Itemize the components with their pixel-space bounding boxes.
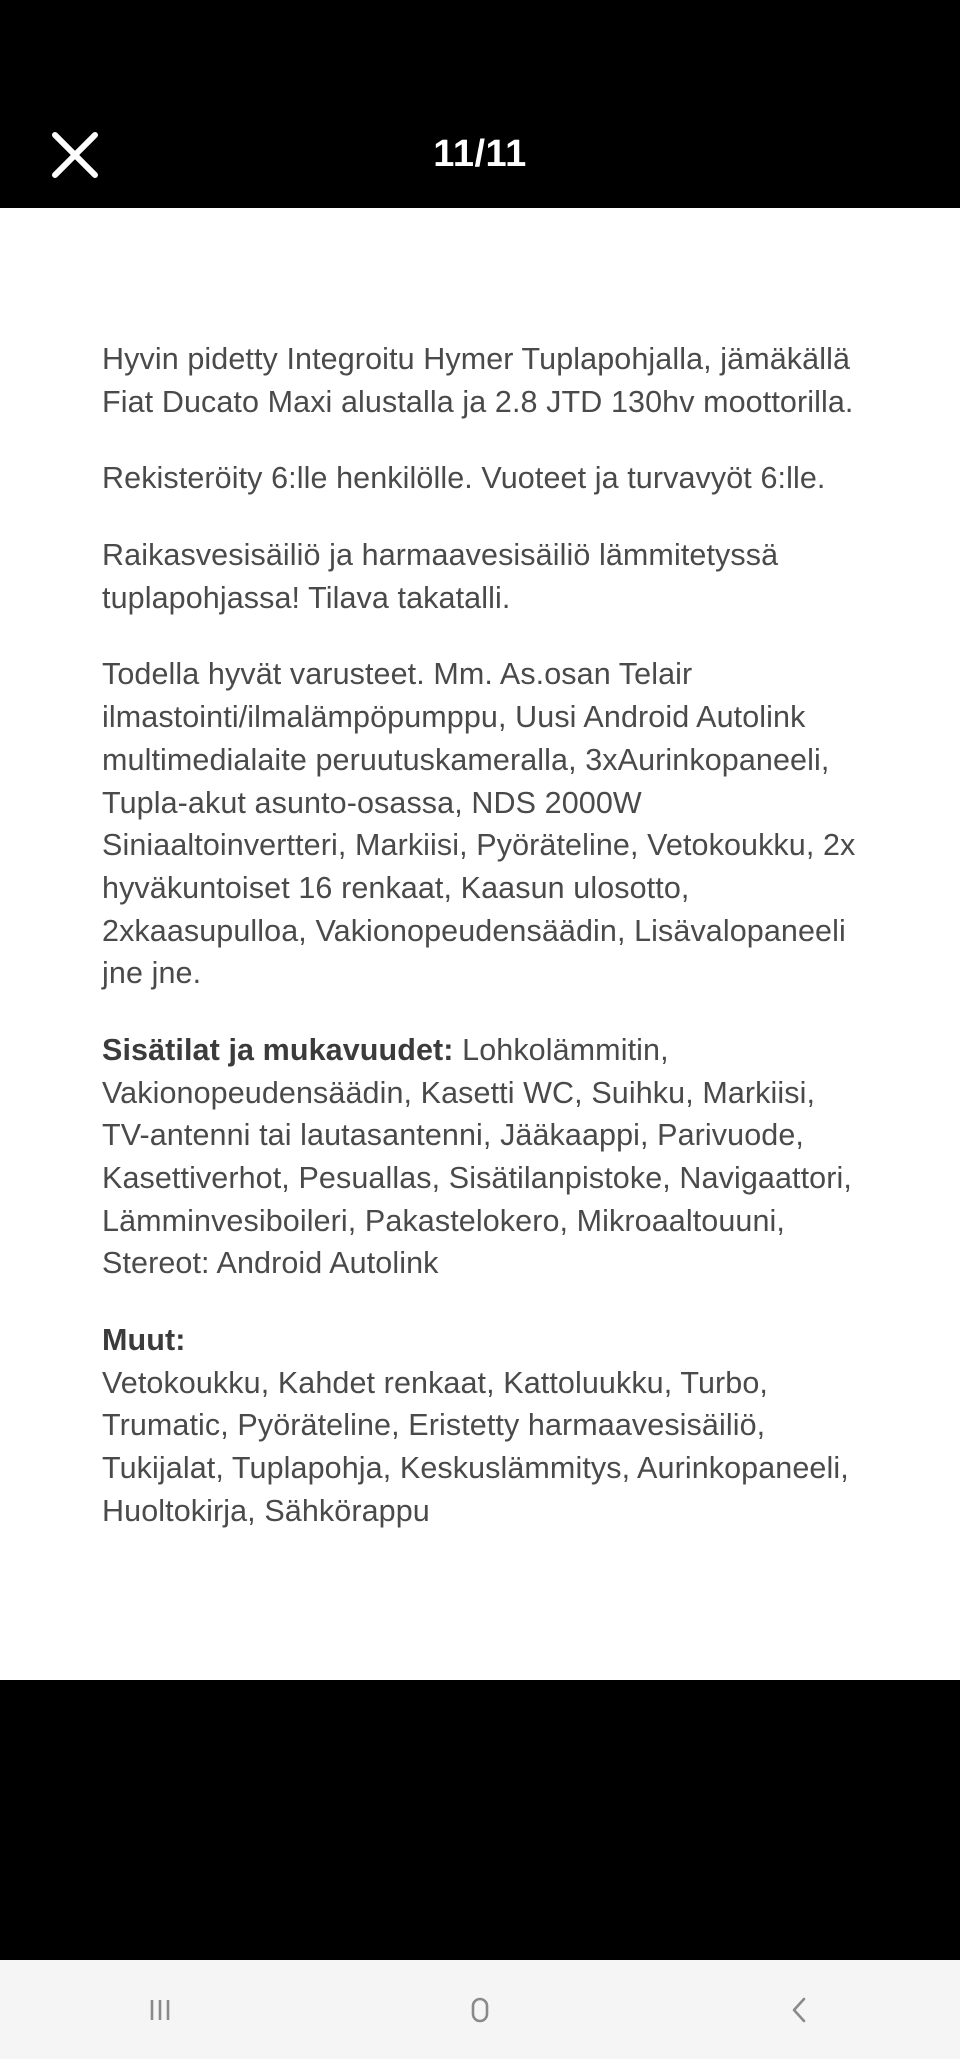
listing-description: [102, 208, 858, 1533]
home-button[interactable]: [390, 1960, 570, 2059]
description-paragraph: [102, 338, 858, 423]
page-counter: 11/11: [433, 133, 527, 175]
description-scroll-area[interactable]: [0, 208, 960, 1680]
android-navigation-bar: [0, 1960, 960, 2059]
interior-features-label: Sisätilat ja mukavuudet:: [102, 1032, 454, 1067]
description-paragraph: [102, 653, 858, 995]
description-paragraph: [102, 457, 858, 500]
recents-button[interactable]: [70, 1960, 250, 2059]
back-button[interactable]: [710, 1960, 890, 2059]
other-features-label: Muut:: [102, 1323, 186, 1358]
paragraph-text: Todella hyvät varusteet. Mm. As.osan Telair ilmastointi/ilmalämpöpumppu, Uusi Android Autolink multimedialaite peruutuskameralla, 3xAurinkopaneeli, Tupla-akut asunto-osassa, NDS 2000W Siniaaltoinvertteri, Markiisi, Pyöräteline, Vetokoukku, 2x hyväkuntoiset 16 renkaat, Kaasun ulosotto, 2xkaasupulloa, Vakionopeudensäädin, Lisävalopaneeli jne jne.: [102, 657, 856, 991]
other-features-text: Vetokoukku, Kahdet renkaat, Kattoluukku, Turbo, Trumatic, Pyöräteline, Eristetty harmaavesisäiliö, Tukijalat, Tuplapohja, Keskuslämmitys, Aurinkopaneeli, Huoltokirja, Sähkörappu: [102, 1365, 849, 1528]
recents-icon: [142, 1992, 178, 2028]
home-icon: [462, 1992, 498, 2028]
paragraph-text: Raikasvesisäiliö ja harmaavesisäiliö lämmitetyssä tuplapohjassa! Tilava takatalli.: [102, 538, 779, 615]
interior-features-text: Lohkolämmitin, Vakionopeudensäädin, Kasetti WC, Suihku, Markiisi, TV-antenni tai lautasantenni, Jääkaappi, Parivuode, Kasettiverhot, Pesuallas, Sisätilanpistoke, Navigaattori, Lämminvesiboileri, Pakastelokero, Mikroaaltouuni, Stereot: Android Autolink: [102, 1032, 852, 1281]
description-paragraph: [102, 534, 858, 619]
gallery-top-bar: [0, 100, 960, 208]
status-bar-area: [0, 0, 960, 100]
black-filler-area: [0, 1680, 960, 1960]
interior-features-paragraph: [102, 1029, 858, 1285]
back-icon: [782, 1992, 818, 2028]
paragraph-text: Rekisteröity 6:lle henkilölle. Vuoteet ja turvavyöt 6:lle.: [102, 461, 826, 496]
other-features-paragraph: [102, 1319, 858, 1532]
paragraph-text: Hyvin pidetty Integroitu Hymer Tuplapohjalla, jämäkällä Fiat Ducato Maxi alustalla ja 2.8 JTD 130hv moottorilla.: [102, 342, 854, 419]
